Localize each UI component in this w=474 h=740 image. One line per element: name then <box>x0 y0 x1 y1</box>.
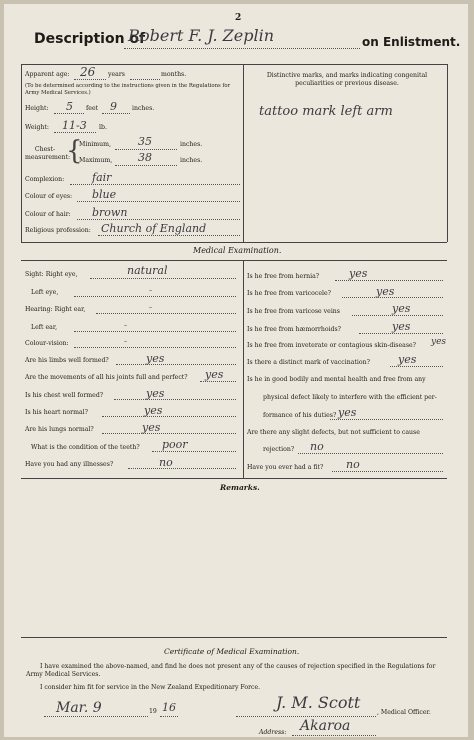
vaccination-value: yes <box>398 353 417 366</box>
remarks-title: Remarks. <box>220 483 260 492</box>
date-underline <box>44 716 148 717</box>
box-right-border <box>447 64 448 242</box>
teeth-label: What is the condition of the teeth? <box>31 444 140 451</box>
feet-label: feet <box>86 105 99 112</box>
address-underline <box>292 735 376 736</box>
chest-inches-label-1: inches. <box>180 141 203 148</box>
slight-defects-line-1: Are there any slight defects, but not sufficient to cause <box>247 429 420 436</box>
varicocele-label: Is he free from varicocele? <box>247 290 331 297</box>
haemorrhoids-value: yes <box>392 320 411 333</box>
certificate-statement: I have examined the above-named, and find he does not present any of the causes of rejection specified in the Regulations for Army Medical Services. <box>26 663 436 678</box>
varicocele-underline <box>342 297 443 298</box>
certificate-fit-statement: I consider him fit for service in the New Zealand Expeditionary Force. <box>40 684 261 691</box>
hernia-label: Is he free from hernia? <box>247 273 320 280</box>
sight-right-eye-underline <box>90 278 236 279</box>
vaccination-label: Is there a distinct mark of vaccination? <box>247 359 370 366</box>
medical-officer-label: , Medical Officer. <box>377 709 431 716</box>
certificate-top-rule <box>21 637 447 638</box>
weight-underline <box>54 132 96 133</box>
chest-minimum-underline <box>115 149 177 150</box>
sight-left-eye-underline <box>74 296 236 297</box>
header-description-of: Description of <box>34 31 146 47</box>
lb-label: lb. <box>99 124 107 131</box>
box-divider <box>243 64 244 242</box>
height-feet-underline <box>54 113 84 114</box>
box-bottom-border <box>21 242 447 243</box>
sight-left-eye-label: Left eye, <box>31 289 59 296</box>
medical-divider <box>243 260 244 478</box>
hearing-left-ear-underline <box>74 331 236 332</box>
height-inches-underline <box>102 113 130 114</box>
heart-label: Is his heart normal? <box>25 409 88 416</box>
limbs-value: yes <box>146 352 165 365</box>
religion-label: Religious profession: <box>25 227 91 234</box>
sight-left-eye-value: – <box>149 287 153 294</box>
chest-minimum-label: Minimum, <box>79 141 111 148</box>
address-value: Akaroa <box>300 718 351 734</box>
medical-officer-signature: J. M. Scott <box>276 693 361 712</box>
religion-underline <box>98 235 240 236</box>
year-underline <box>160 716 178 717</box>
joints-label: Are the movements of all his joints full and perfect? <box>25 374 188 381</box>
eye-colour-label: Colour of eyes: <box>25 193 73 200</box>
fit-value: no <box>346 458 360 471</box>
medical-top-rule <box>21 260 447 261</box>
certificate-title: Certificate of Medical Examination. <box>164 647 300 656</box>
chest-brace: { <box>66 136 83 166</box>
age-underline <box>74 79 106 80</box>
bodily-health-value: yes <box>338 406 357 419</box>
chest-formed-underline <box>114 399 236 400</box>
chest-minimum-value: 35 <box>138 135 152 148</box>
hernia-underline <box>335 280 443 281</box>
hair-colour-value: brown <box>92 206 128 219</box>
hair-colour-label: Colour of hair: <box>25 211 71 218</box>
signature-underline <box>236 716 376 717</box>
complexion-label: Complexion: <box>25 176 65 183</box>
fit-underline <box>332 471 443 472</box>
page-number: 2 <box>235 13 242 23</box>
chest-formed-label: Is his chest well formed? <box>25 392 104 399</box>
hearing-right-ear-value: – <box>149 304 153 311</box>
vaccination-underline <box>390 366 443 367</box>
heart-underline <box>102 416 236 417</box>
joints-value: yes <box>205 368 224 381</box>
lungs-underline <box>102 433 236 434</box>
year-prefix: 19 <box>149 708 157 715</box>
age-value: 26 <box>80 65 96 79</box>
hearing-left-ear-value: – <box>124 322 128 329</box>
skin-disease-label: Is he free from inveterate or contagious skin-disease? <box>247 342 416 349</box>
medical-bottom-rule <box>21 478 447 479</box>
hearing-left-ear-label: Left ear, <box>31 324 58 331</box>
limbs-underline <box>116 364 236 365</box>
religion-value: Church of England <box>101 222 207 235</box>
hearing-right-ear-label: Hearing: Right ear, <box>25 306 86 313</box>
chest-formed-value: yes <box>146 387 165 400</box>
chest-maximum-value: 38 <box>138 151 152 164</box>
slight-defects-value: no <box>310 440 324 453</box>
box-left-border <box>21 64 22 242</box>
certificate-date: Mar. 9 <box>56 700 102 716</box>
colour-vision-value: – <box>124 338 128 345</box>
varicose-veins-value: yes <box>392 302 411 315</box>
illnesses-value: no <box>159 456 173 469</box>
sight-right-eye-label: Sight: Right eye, <box>25 271 78 278</box>
height-feet-value: 5 <box>66 100 73 113</box>
enlistment-form-page <box>4 4 468 737</box>
sight-right-eye-value: natural <box>127 264 168 277</box>
age-note: (To be determined according to the instructions given in the Regulations for Army Medical Services.) <box>25 83 231 96</box>
height-label: Height: <box>25 105 49 112</box>
haemorrhoids-underline <box>359 333 443 334</box>
complexion-underline <box>70 184 240 185</box>
name-underline <box>124 48 360 49</box>
height-inches-value: 9 <box>110 100 117 113</box>
eye-colour-underline <box>77 201 240 202</box>
illnesses-underline <box>128 468 236 469</box>
years-label: years <box>108 71 125 78</box>
distinctive-marks-value: tattoo mark left arm <box>259 104 393 119</box>
fit-label: Have you ever had a fit? <box>247 464 324 471</box>
heart-value: yes <box>144 404 163 417</box>
limbs-label: Are his limbs well formed? <box>25 357 109 364</box>
months-underline <box>130 79 160 80</box>
complexion-value: fair <box>92 171 112 184</box>
hernia-value: yes <box>349 267 368 280</box>
colour-vision-underline <box>74 347 236 348</box>
months-label: months. <box>161 71 187 78</box>
apparent-age-label: Apparent age: <box>25 71 70 78</box>
chest-maximum-underline <box>115 165 177 166</box>
chest-inches-label-2: inches. <box>180 157 203 164</box>
haemorrhoids-label: Is he free from hæmorrhoids? <box>247 326 341 333</box>
colour-vision-label: Colour-vision: <box>25 340 69 347</box>
slight-defects-underline <box>298 453 443 454</box>
year-value: 16 <box>162 701 176 714</box>
header-on-enlistment: on Enlistment. <box>362 35 461 49</box>
chest-measurement-label: Chest-measurement: <box>25 146 71 161</box>
inches-label: inches. <box>132 105 155 112</box>
recruit-name: Robert F. J. Zeplin <box>128 26 275 45</box>
varicocele-value: yes <box>376 285 395 298</box>
address-label: Address: <box>259 729 287 736</box>
teeth-value: poor <box>162 438 188 451</box>
weight-label: Weight: <box>25 124 50 131</box>
lungs-value: yes <box>142 421 161 434</box>
lungs-label: Are his lungs normal? <box>25 426 94 433</box>
hearing-right-ear-underline <box>96 313 236 314</box>
varicose-veins-label: Is he free from varicose veins <box>247 308 340 315</box>
weight-value: 11-3 <box>62 119 87 132</box>
medical-examination-title: Medical Examination. <box>193 246 282 255</box>
distinctive-marks-label: Distinctive marks, and marks indicating congenital peculiarities or previous disease. <box>266 72 428 87</box>
eye-colour-value: blue <box>92 188 117 201</box>
chest-maximum-label: Maximum, <box>79 157 113 164</box>
skin-disease-value: yes <box>431 337 447 347</box>
illnesses-label: Have you had any illnesses? <box>25 461 114 468</box>
bodily-health-line-1: Is he in good bodily and mental health and free from any <box>247 376 426 383</box>
bodily-health-underline <box>330 419 443 420</box>
hair-colour-underline <box>77 219 240 220</box>
slight-defects-line-2: rejection? <box>263 446 295 453</box>
varicose-veins-underline <box>352 315 443 316</box>
joints-underline <box>200 381 236 382</box>
teeth-underline <box>152 451 236 452</box>
bodily-health-line-2: physical defect likely to interfere with the efficient per- <box>263 394 437 401</box>
bodily-health-line-3: formance of his duties? <box>263 412 337 419</box>
